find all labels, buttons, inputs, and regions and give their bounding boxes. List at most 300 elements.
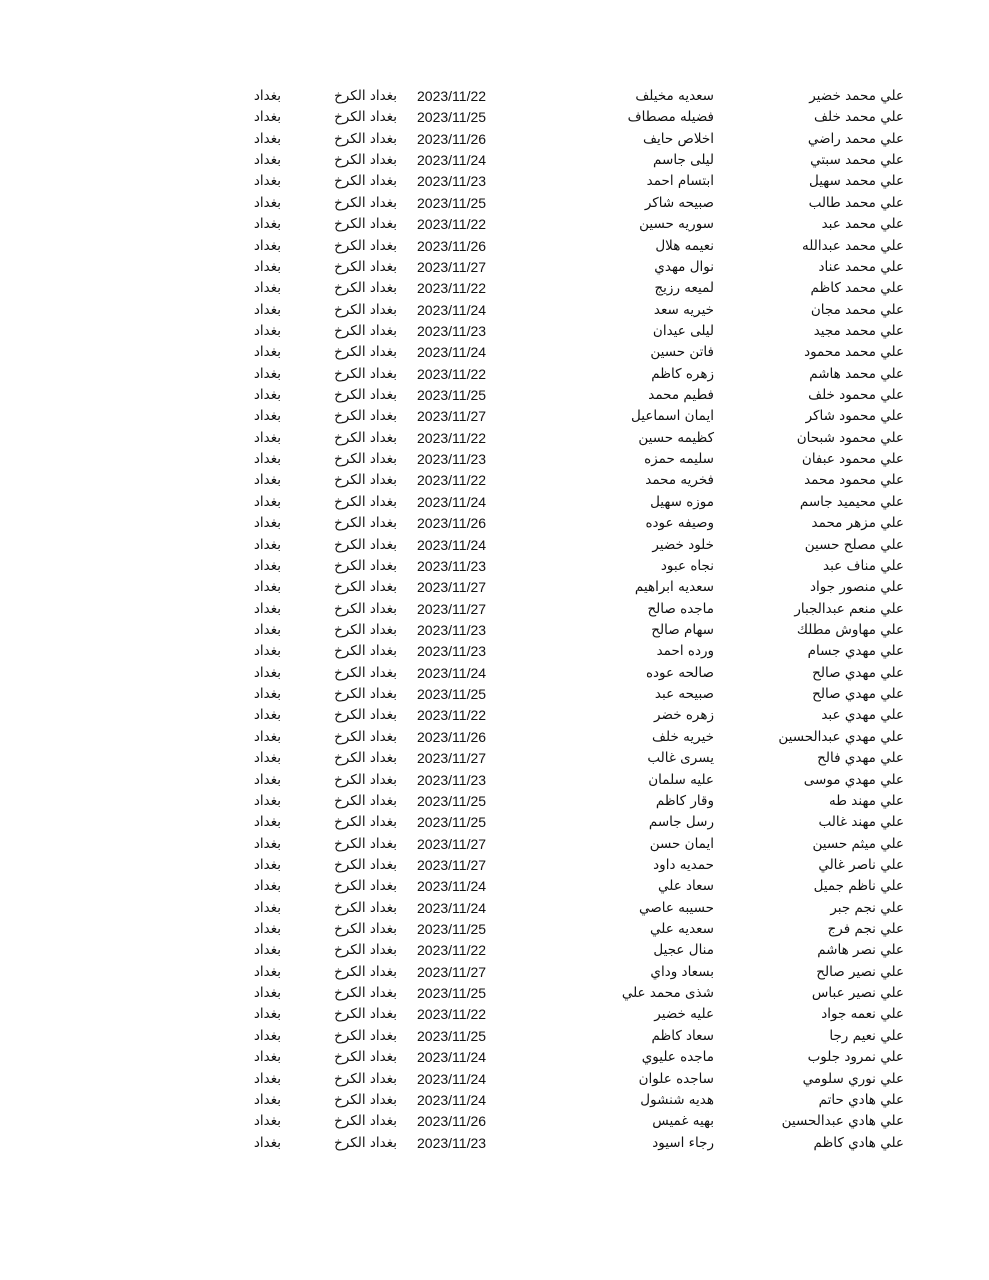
mother-name: سهام صالح [651, 621, 714, 638]
table-row [0, 342, 989, 363]
mother-name: ورده احمد [656, 643, 714, 660]
date: 2023/11/24 [417, 493, 487, 510]
date: 2023/11/22 [417, 707, 487, 724]
table-row [0, 641, 989, 662]
area: بغداد الكرخ [334, 664, 397, 681]
area: بغداد الكرخ [334, 792, 397, 809]
mother-name: بهيه غميس [652, 1113, 714, 1130]
date: 2023/11/22 [417, 88, 487, 104]
mother-name: سعديه ابراهيم [634, 579, 714, 596]
mother-name: هديه شنشول [640, 1091, 714, 1108]
mother-name: كظيمه حسين [638, 429, 714, 446]
person-name: علي مهدي موسى [803, 771, 904, 788]
area: بغداد الكرخ [334, 451, 397, 468]
city: بغداد [253, 258, 281, 275]
person-name: علي محمد سهيل [808, 173, 904, 190]
person-name: علي مزهر محمد [811, 515, 904, 532]
table-row [0, 535, 989, 556]
person-name: علي مهدي جسام [807, 643, 904, 660]
area: بغداد الكرخ [334, 301, 397, 318]
person-name: علي مهند غالب [818, 814, 904, 831]
date: 2023/11/24 [417, 664, 487, 681]
city: بغداد [253, 814, 281, 831]
mother-name: ماجده عليوي [641, 1049, 714, 1066]
city: بغداد [253, 536, 281, 553]
area: بغداد الكرخ [334, 942, 397, 959]
mother-name: وقار كاظم [655, 792, 714, 809]
area: بغداد الكرخ [334, 899, 397, 916]
area: بغداد الكرخ [334, 878, 397, 895]
table-row [0, 171, 989, 192]
table-row [0, 791, 989, 812]
date: 2023/11/26 [417, 130, 487, 147]
city: بغداد [253, 750, 281, 767]
person-name: علي محمد طالب [808, 194, 904, 211]
date: 2023/11/24 [417, 301, 487, 318]
table-row [0, 236, 989, 257]
area: بغداد الكرخ [334, 750, 397, 767]
city: بغداد [253, 322, 281, 339]
mother-name: صالحه عوده [645, 664, 714, 681]
date: 2023/11/25 [417, 792, 487, 809]
date: 2023/11/24 [417, 878, 487, 895]
city: بغداد [253, 301, 281, 318]
date: 2023/11/26 [417, 1113, 487, 1130]
area: بغداد الكرخ [334, 1049, 397, 1066]
table-row [0, 449, 989, 470]
table-row [0, 107, 989, 128]
mother-name: نجاه عبود [660, 557, 714, 574]
mother-name: رجاء اسيود [652, 1134, 714, 1151]
date: 2023/11/24 [417, 1049, 487, 1066]
area: بغداد الكرخ [334, 365, 397, 382]
mother-name: حمديه داود [653, 856, 714, 873]
date: 2023/11/25 [417, 1027, 487, 1044]
person-name: علي نعمه جواد [821, 1006, 904, 1023]
date: 2023/11/27 [417, 408, 487, 425]
table-row [0, 1026, 989, 1047]
area: بغداد الكرخ [334, 515, 397, 532]
area: بغداد الكرخ [334, 1006, 397, 1023]
date: 2023/11/27 [417, 579, 487, 596]
table-row [0, 599, 989, 620]
date: 2023/11/25 [417, 686, 487, 703]
mother-name: نوال مهدي [654, 258, 714, 275]
city: بغداد [253, 600, 281, 617]
date: 2023/11/22 [417, 280, 487, 297]
person-name: علي ناصر غالي [818, 856, 904, 873]
area: بغداد الكرخ [334, 621, 397, 638]
mother-name: فاتن حسين [650, 344, 714, 361]
person-name: علي مهدي صالح [812, 686, 904, 703]
city: بغداد [253, 1049, 281, 1066]
city: بغداد [253, 921, 281, 938]
city: بغداد [253, 493, 281, 510]
date: 2023/11/25 [417, 814, 487, 831]
table-row [0, 193, 989, 214]
person-name: علي نصير صالح [816, 963, 904, 980]
city: بغداد [253, 728, 281, 745]
city: بغداد [253, 1027, 281, 1044]
person-name: علي مهدي فالح [817, 750, 904, 767]
person-name: علي نعيم رجا [829, 1027, 904, 1044]
table-row [0, 470, 989, 491]
person-name: علي ناظم جميل [813, 878, 904, 895]
city: بغداد [253, 194, 281, 211]
table-row [0, 1133, 989, 1154]
date: 2023/11/24 [417, 152, 487, 169]
person-name: علي هادي حاتم [818, 1091, 904, 1108]
table-row [0, 1004, 989, 1025]
area: بغداد الكرخ [334, 728, 397, 745]
table-row [0, 300, 989, 321]
city: بغداد [253, 557, 281, 574]
table-row [0, 812, 989, 833]
date: 2023/11/23 [417, 621, 487, 638]
city: بغداد [253, 173, 281, 190]
city: بغداد [253, 408, 281, 425]
person-name: علي مهاوش مطلك [796, 621, 904, 638]
mother-name: اخلاص حايف [643, 130, 714, 147]
area: بغداد الكرخ [334, 194, 397, 211]
table-row [0, 705, 989, 726]
city: بغداد [253, 1113, 281, 1130]
city: بغداد [253, 344, 281, 361]
table-row [0, 1090, 989, 1111]
area: بغداد الكرخ [334, 1070, 397, 1087]
person-name: علي نصر هاشم [817, 942, 904, 959]
person-name: علي منصور جواد [810, 579, 904, 596]
date: 2023/11/22 [417, 942, 487, 959]
table-row [0, 940, 989, 961]
mother-name: زهره خضر [654, 707, 714, 724]
person-name: علي محمود شبحان [796, 429, 904, 446]
area: بغداد الكرخ [334, 322, 397, 339]
person-name: علي مهند طه [829, 792, 904, 809]
mother-name: منال عجيل [653, 942, 714, 959]
table-row [0, 406, 989, 427]
city: بغداد [253, 899, 281, 916]
person-name: علي محمود عبفان [801, 451, 904, 468]
area: بغداد الكرخ [334, 686, 397, 703]
table-row [0, 962, 989, 983]
mother-name: ايمان حسن [649, 835, 714, 852]
date: 2023/11/22 [417, 429, 487, 446]
area: بغداد الكرخ [334, 109, 397, 126]
date: 2023/11/27 [417, 258, 487, 275]
mother-name: سعاد كاظم [651, 1027, 714, 1044]
mother-name: نعيمه هلال [655, 237, 714, 254]
area: بغداد الكرخ [334, 707, 397, 724]
mother-name: ابتسام احمد [646, 173, 714, 190]
mother-name: فضيله مصطاف [627, 109, 714, 126]
city: بغداد [253, 88, 281, 104]
city: بغداد [253, 515, 281, 532]
mother-name: رسل جاسم [648, 814, 714, 831]
mother-name: سعديه مخيلف [635, 88, 714, 104]
table-row [0, 663, 989, 684]
mother-name: ليلى عيدان [652, 322, 714, 339]
area: بغداد الكرخ [334, 579, 397, 596]
date: 2023/11/23 [417, 1134, 487, 1151]
table-row [0, 150, 989, 171]
date: 2023/11/22 [417, 216, 487, 233]
date: 2023/11/24 [417, 344, 487, 361]
person-name: علي محمد هاشم [809, 365, 904, 382]
mother-name: فخريه محمد [645, 472, 714, 489]
area: بغداد الكرخ [334, 344, 397, 361]
person-name: علي مصلح حسين [804, 536, 904, 553]
area: بغداد الكرخ [334, 600, 397, 617]
area: بغداد الكرخ [334, 152, 397, 169]
city: بغداد [253, 985, 281, 1002]
person-name: علي محمد مجان [810, 301, 904, 318]
city: بغداد [253, 878, 281, 895]
mother-name: سليمه حمزه [644, 451, 714, 468]
mother-name: موزه سهيل [650, 493, 714, 510]
person-name: علي ميثم حسين [812, 835, 904, 852]
person-name: علي نمرود جلوب [807, 1049, 904, 1066]
table-row [0, 898, 989, 919]
city: بغداد [253, 707, 281, 724]
table-row [0, 727, 989, 748]
date: 2023/11/27 [417, 835, 487, 852]
date: 2023/11/27 [417, 856, 487, 873]
person-name: علي نجم فرج [827, 921, 904, 938]
city: بغداد [253, 1070, 281, 1087]
city: بغداد [253, 451, 281, 468]
city: بغداد [253, 643, 281, 660]
area: بغداد الكرخ [334, 1113, 397, 1130]
area: بغداد الكرخ [334, 387, 397, 404]
table-row [0, 577, 989, 598]
mother-name: ماجده صالح [647, 600, 714, 617]
area: بغداد الكرخ [334, 1027, 397, 1044]
table-row [0, 684, 989, 705]
city: بغداد [253, 387, 281, 404]
date: 2023/11/23 [417, 557, 487, 574]
date: 2023/11/26 [417, 728, 487, 745]
table-row [0, 1111, 989, 1132]
date: 2023/11/25 [417, 387, 487, 404]
area: بغداد الكرخ [334, 408, 397, 425]
table-row [0, 620, 989, 641]
mother-name: عليه خضير [654, 1006, 714, 1023]
person-name: علي محمد عبد [821, 216, 904, 233]
city: بغداد [253, 942, 281, 959]
area: بغداد الكرخ [334, 921, 397, 938]
area: بغداد الكرخ [334, 429, 397, 446]
mother-name: ساجده علوان [638, 1070, 714, 1087]
area: بغداد الكرخ [334, 1134, 397, 1151]
table-row [0, 983, 989, 1004]
date: 2023/11/25 [417, 109, 487, 126]
city: بغداد [253, 835, 281, 852]
mother-name: فطيم محمد [648, 387, 714, 404]
person-name: علي محمد خلف [814, 109, 904, 126]
date: 2023/11/23 [417, 451, 487, 468]
person-name: علي محمد عبدالله [802, 237, 904, 254]
date: 2023/11/23 [417, 173, 487, 190]
city: بغداد [253, 771, 281, 788]
table-row [0, 257, 989, 278]
table-row [0, 428, 989, 449]
person-name: علي محمد عناد [818, 258, 904, 275]
person-name: علي محمد محمود [804, 344, 904, 361]
date: 2023/11/23 [417, 771, 487, 788]
city: بغداد [253, 365, 281, 382]
city: بغداد [253, 1091, 281, 1108]
city: بغداد [253, 856, 281, 873]
mother-name: ليلى جاسم [653, 152, 714, 169]
area: بغداد الكرخ [334, 835, 397, 852]
person-name: علي نوري سلومي [802, 1070, 904, 1087]
table-row [0, 129, 989, 150]
person-name: علي محمد راضي [807, 130, 904, 147]
person-name: علي هادي عبدالحسين [781, 1113, 904, 1130]
person-name: علي محمود شاكر [805, 408, 904, 425]
date: 2023/11/27 [417, 963, 487, 980]
person-name: علي مهدي عبدالحسين [778, 728, 904, 745]
date: 2023/11/25 [417, 921, 487, 938]
mother-name: شذى محمد علي [621, 985, 714, 1002]
person-name: علي محمد سبتي [810, 152, 904, 169]
area: بغداد الكرخ [334, 173, 397, 190]
mother-name: عليه سلمان [648, 771, 714, 788]
area: بغداد الكرخ [334, 1091, 397, 1108]
city: بغداد [253, 963, 281, 980]
mother-name: وصيفه عوده [645, 515, 714, 532]
city: بغداد [253, 237, 281, 254]
date: 2023/11/24 [417, 899, 487, 916]
table-row [0, 770, 989, 791]
table-row [0, 876, 989, 897]
city: بغداد [253, 1006, 281, 1023]
area: بغداد الكرخ [334, 280, 397, 297]
area: بغداد الكرخ [334, 88, 397, 104]
area: بغداد الكرخ [334, 258, 397, 275]
table-row [0, 321, 989, 342]
table-row [0, 278, 989, 299]
table-row [0, 748, 989, 769]
mother-name: يسرى غالب [647, 750, 714, 767]
person-name: علي مهدي صالح [812, 664, 904, 681]
area: بغداد الكرخ [334, 216, 397, 233]
person-name: علي منعم عبدالجبار [794, 600, 904, 617]
date: 2023/11/22 [417, 1006, 487, 1023]
date: 2023/11/22 [417, 365, 487, 382]
person-name: علي محمود محمد [804, 472, 904, 489]
mother-name: ايمان اسماعيل [631, 408, 714, 425]
person-name: علي محمد كاظم [810, 280, 904, 297]
city: بغداد [253, 792, 281, 809]
mother-name: بسعاد وداي [650, 963, 714, 980]
city: بغداد [253, 621, 281, 638]
person-name: علي هادي كاظم [813, 1134, 904, 1151]
city: بغداد [253, 579, 281, 596]
date: 2023/11/27 [417, 750, 487, 767]
date: 2023/11/25 [417, 985, 487, 1002]
city: بغداد [253, 1134, 281, 1151]
date: 2023/11/23 [417, 643, 487, 660]
mother-name: سوريه حسين [639, 216, 714, 233]
area: بغداد الكرخ [334, 237, 397, 254]
mother-name: لميعه رزيج [654, 280, 714, 297]
mother-name: سعديه علي [650, 921, 714, 938]
table-row [0, 1069, 989, 1090]
table-row [0, 214, 989, 235]
table-row [0, 86, 989, 107]
mother-name: خيريه خلف [652, 728, 714, 745]
area: بغداد الكرخ [334, 130, 397, 147]
date: 2023/11/26 [417, 237, 487, 254]
person-name: علي نجم جبر [830, 899, 904, 916]
area: بغداد الكرخ [334, 856, 397, 873]
table-row [0, 492, 989, 513]
city: بغداد [253, 472, 281, 489]
person-name: علي محيميد جاسم [799, 493, 904, 510]
person-name: علي محمد مجيد [813, 322, 904, 339]
person-name: علي محمود خلف [808, 387, 904, 404]
city: بغداد [253, 429, 281, 446]
table-row [0, 1047, 989, 1068]
area: بغداد الكرخ [334, 643, 397, 660]
city: بغداد [253, 130, 281, 147]
mother-name: خلود خضير [652, 536, 714, 553]
date: 2023/11/24 [417, 1091, 487, 1108]
mother-name: صبيحه عبد [654, 686, 714, 703]
date: 2023/11/27 [417, 600, 487, 617]
date: 2023/11/26 [417, 515, 487, 532]
person-name: علي محمد خضير [809, 88, 904, 104]
table-row [0, 834, 989, 855]
date: 2023/11/24 [417, 1070, 487, 1087]
city: بغداد [253, 109, 281, 126]
table-row [0, 855, 989, 876]
area: بغداد الكرخ [334, 814, 397, 831]
table-row [0, 556, 989, 577]
area: بغداد الكرخ [334, 771, 397, 788]
area: بغداد الكرخ [334, 963, 397, 980]
person-name: علي مهدي عبد [821, 707, 904, 724]
area: بغداد الكرخ [334, 493, 397, 510]
date: 2023/11/23 [417, 322, 487, 339]
table-row [0, 385, 989, 406]
date: 2023/11/25 [417, 194, 487, 211]
names-table [0, 86, 989, 1154]
mother-name: خيريه سعد [653, 301, 714, 318]
city: بغداد [253, 216, 281, 233]
mother-name: صبيحه شاكر [644, 194, 714, 211]
table-row [0, 364, 989, 385]
area: بغداد الكرخ [334, 536, 397, 553]
area: بغداد الكرخ [334, 985, 397, 1002]
city: بغداد [253, 152, 281, 169]
table-row [0, 513, 989, 534]
area: بغداد الكرخ [334, 557, 397, 574]
city: بغداد [253, 280, 281, 297]
city: بغداد [253, 686, 281, 703]
mother-name: زهره كاظم [651, 365, 714, 382]
mother-name: حسيبه عاصي [639, 899, 714, 916]
person-name: علي مناف عبد [823, 557, 904, 574]
area: بغداد الكرخ [334, 472, 397, 489]
city: بغداد [253, 664, 281, 681]
table-row [0, 919, 989, 940]
date: 2023/11/24 [417, 536, 487, 553]
mother-name: سعاد علي [657, 878, 714, 895]
date: 2023/11/22 [417, 472, 487, 489]
